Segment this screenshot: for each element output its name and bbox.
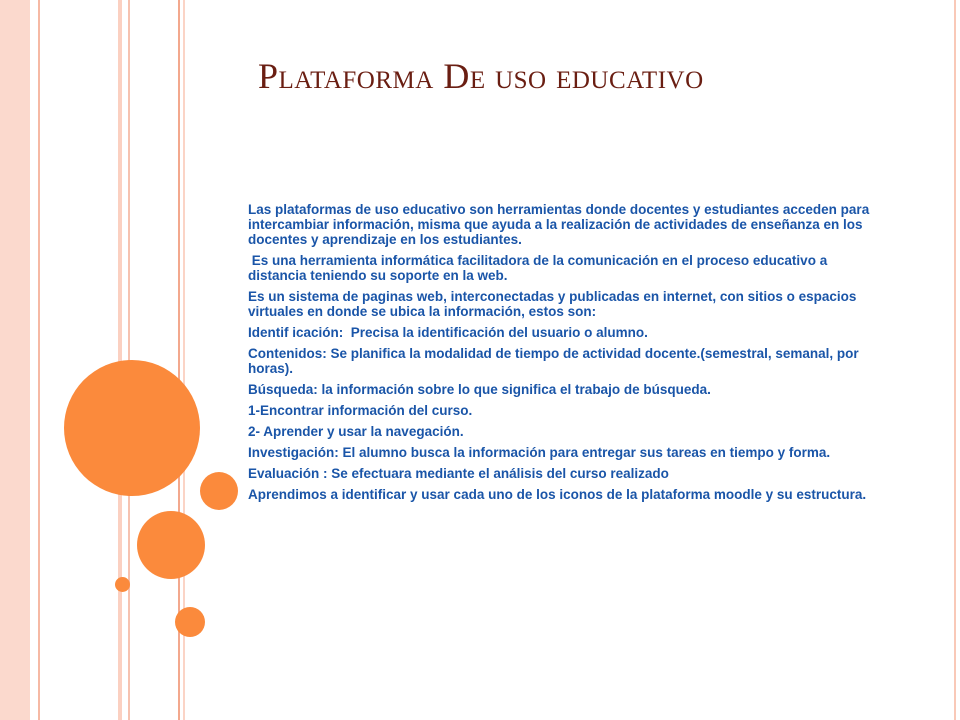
slide-title: Plataforma De uso educativo	[258, 56, 704, 96]
paragraph: 1-Encontrar información del curso.	[248, 403, 473, 418]
paragraph: Contenidos: Se planifica la modalidad de tiempo de actividad docente.(semestral, semanal, por horas).	[248, 346, 859, 376]
paragraph: Búsqueda: la información sobre lo que significa el trabajo de búsqueda.	[248, 382, 711, 397]
paragraph: Es un sistema de paginas web, interconectadas y publicadas en internet, con sitios o espacios virtuales en donde se ubica la información, estos son:	[248, 289, 857, 319]
paragraph: 2- Aprender y usar la navegación.	[248, 424, 464, 439]
paragraph: Investigación: El alumno busca la información para entregar sus tareas en tiempo y forma.	[248, 445, 831, 460]
decorative-band	[0, 0, 30, 720]
paragraph: Es una herramienta informática facilitadora de la comunicación en el proceso educativo a distancia teniendo su soporte en la web.	[248, 253, 831, 283]
decorative-circle-medium	[137, 511, 205, 579]
decorative-circle-tiny	[115, 577, 130, 592]
decorative-circle-small	[200, 472, 238, 510]
decorative-stripe	[954, 0, 956, 720]
decorative-circle-small	[175, 607, 205, 637]
paragraph: Aprendimos a identificar y usar cada uno de los iconos de la plataforma moodle y su estructura.	[248, 487, 867, 502]
slide-body	[248, 202, 888, 508]
paragraph: Las plataformas de uso educativo son herramientas donde docentes y estudiantes acceden para intercambiar información, misma que ayuda a la realización de actividades de enseñanza en los docentes y aprendizaje en los estudiantes.	[248, 202, 870, 247]
decorative-stripe	[38, 0, 40, 720]
paragraph: Identif icación: Precisa la identificación del usuario o alumno.	[248, 325, 648, 340]
paragraph: Evaluación : Se efectuara mediante el análisis del curso realizado	[248, 466, 669, 481]
decorative-circle-large	[64, 360, 200, 496]
